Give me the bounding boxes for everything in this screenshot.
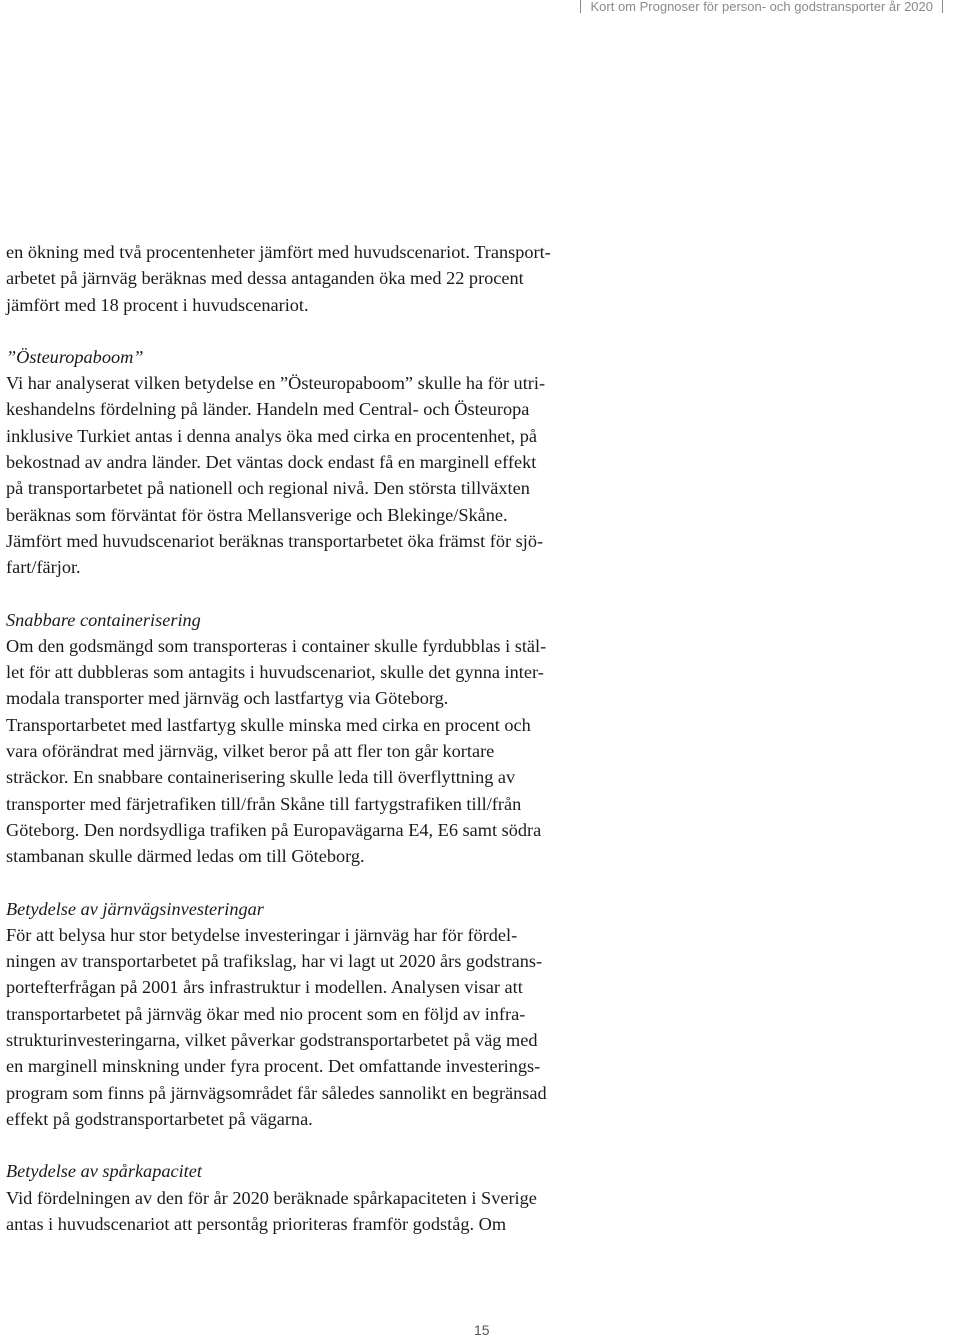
running-title: Kort om Prognoser för person- och godstransporter år 2020 (590, 0, 933, 14)
section-paragraph (6, 922, 638, 1132)
page-number: 15 (474, 1322, 490, 1338)
text-line: vara oförändrat med järnväg, vilket beror på att fler ton går kortare (6, 741, 495, 762)
section-snabbare-containerisering (6, 607, 638, 870)
section-heading: ”Östeuropaboom” (6, 346, 144, 367)
running-header (571, 0, 952, 14)
section-heading: Betydelse av spårkapacitet (6, 1161, 202, 1182)
text-line: en marginell minskning under fyra procent. Det omfattande investerings- (6, 1056, 541, 1077)
text-line: Om den godsmängd som transporteras i container skulle fyrdubblas i stäl- (6, 635, 547, 656)
text-line: transporter med färjetrafiken till/från Skåne till fartygstrafiken till/från (6, 793, 522, 814)
intro-paragraph (6, 239, 638, 318)
text-line: portefterfrågan på 2001 års infrastruktur i modellen. Analysen visar att (6, 977, 523, 998)
header-divider-right (942, 0, 943, 13)
text-line: Transportarbetet med lastfartyg skulle minska med cirka en procent och (6, 714, 531, 735)
section-sparkapacitet (6, 1158, 638, 1237)
text-line: en ökning med två procentenheter jämfört med huvudscenariot. Transport- (6, 242, 551, 262)
text-line: arbetet på järnväg beräknas med dessa antaganden öka med 22 procent (6, 268, 524, 289)
header-divider-left (580, 0, 581, 13)
text-line: fart/färjor. (6, 557, 81, 578)
text-line: transportarbetet på järnväg ökar med nio procent som en följd av infra- (6, 1003, 526, 1024)
text-line: Vid fördelningen av den för år 2020 beräknade spårkapaciteten i Sverige (6, 1187, 537, 1208)
section-heading: Snabbare containerisering (6, 609, 201, 630)
text-line: effekt på godstransportarbetet på vägarna. (6, 1108, 313, 1129)
text-line: inklusive Turkiet antas i denna analys öka med cirka en procentenhet, på (6, 425, 538, 446)
text-line: strukturinvesteringarna, vilket påverkar godstransportarbetet på väg med (6, 1030, 538, 1051)
text-line: bekostnad av andra länder. Det väntas dock endast få en marginell effekt (6, 452, 537, 473)
text-line: stambanan skulle därmed ledas om till Göteborg. (6, 846, 365, 867)
section-paragraph (6, 633, 638, 870)
text-line: Jämfört med huvudscenariot beräknas transportarbetet öka främst för sjö- (6, 530, 544, 551)
text-line: program som finns på järnvägsområdet får således sannolikt en begränsad (6, 1082, 547, 1103)
text-line: För att belysa hur stor betydelse investeringar i järnväg har för fördel- (6, 924, 518, 945)
text-line: ningen av transportarbetet på trafikslag, har vi lagt ut 2020 års godstrans- (6, 951, 543, 972)
text-line: modala transporter med järnväg och lastfartyg via Göteborg. (6, 688, 449, 709)
text-line: jämfört med 18 procent i huvudscenariot. (6, 294, 309, 315)
text-line: på transportarbetet på nationell och regional nivå. Den största tillväxten (6, 478, 530, 499)
text-line: Vi har analyserat vilken betydelse en ”Östeuropaboom” skulle ha för utri- (6, 373, 546, 394)
section-paragraph (6, 370, 638, 580)
section-paragraph (6, 1185, 638, 1238)
text-line: let för att dubbleras som antagits i huvudscenariot, skulle det gynna inter- (6, 662, 544, 683)
text-line: beräknas som förväntat för östra Mellansverige och Blekinge/Skåne. (6, 504, 508, 525)
section-osteuropaboom (6, 344, 638, 581)
text-line: antas i huvudscenariot att persontåg prioriteras framför godståg. Om (6, 1213, 507, 1234)
section-jarnvagsinvesteringar (6, 896, 638, 1133)
page-body (6, 239, 638, 1237)
text-line: Göteborg. Den nordsydliga trafiken på Europavägarna E4, E6 samt södra (6, 819, 542, 840)
section-heading: Betydelse av järnvägsinvesteringar (6, 898, 264, 919)
text-line: keshandelns fördelning på länder. Handeln med Central- och Östeuropa (6, 399, 530, 420)
text-line: sträckor. En snabbare containerisering skulle leda till överflyttning av (6, 767, 516, 788)
